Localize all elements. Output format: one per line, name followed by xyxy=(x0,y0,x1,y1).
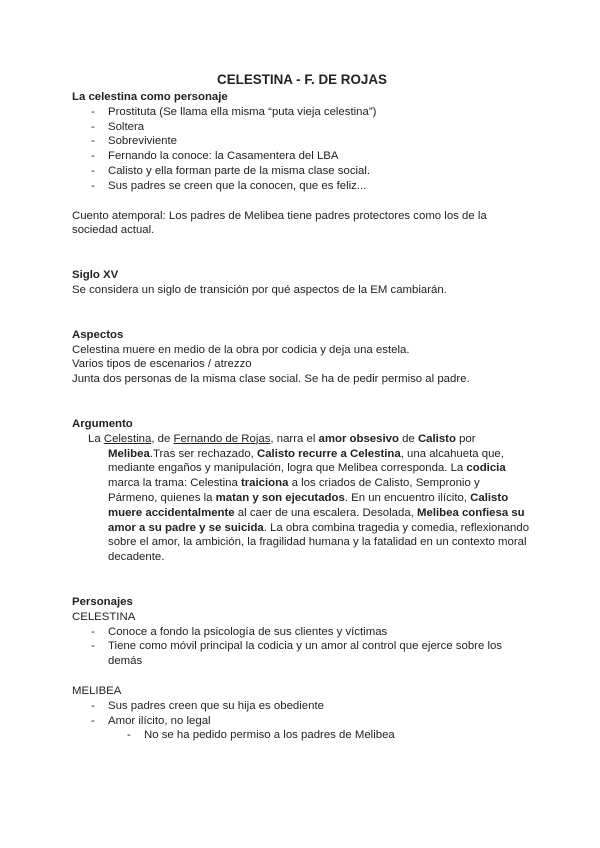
section-heading-argumento: Argumento xyxy=(72,417,133,430)
section-heading-personajes: Personajes xyxy=(72,595,133,608)
aspectos-line: Varios tipos de escenarios / atrezzo xyxy=(72,358,252,371)
section-heading-aspectos: Aspectos xyxy=(72,328,124,341)
paragraph-siglo: Se considera un siglo de transición por qué aspectos de la EM cambiarán. xyxy=(72,283,447,296)
aspectos-line: Junta dos personas de la misma clase social. Se ha de pedir permiso al padre. xyxy=(72,373,470,386)
list-item: - Sus padres creen que su hija es obediente xyxy=(108,699,532,714)
paragraph-atemporal: Cuento atemporal: Los padres de Melibea tiene padres protectores como los de la sociedad actual. xyxy=(72,209,487,237)
list-item: - Calisto y ella forman parte de la misma clase social. xyxy=(108,164,532,179)
aspectos-line: Celestina muere en medio de la obra por codicia y deja una estela. xyxy=(72,343,410,356)
celestina-list xyxy=(72,625,532,669)
list-item: - Conoce a fondo la psicología de sus clientes y víctimas xyxy=(108,625,532,640)
list-item: - Soltera xyxy=(108,120,532,135)
section-heading-personaje: La celestina como personaje xyxy=(72,91,228,103)
list-item: - No se ha pedido permiso a los padres de Melibea xyxy=(144,728,532,743)
section-heading-siglo: Siglo XV xyxy=(72,269,119,282)
melibea-sublist xyxy=(108,728,532,743)
author-link[interactable]: Fernando de Rojas xyxy=(173,432,271,445)
argumento-body: Melibea.Tras ser rechazado, Calisto recurre a Celestina, una alcahueta que, mediante engaños y manipulación, logra que Melibea corresponda. La codicia marca la trama: Celestina traiciona a los criados de Calisto, Sempronio y Pármeno, quienes la matan y son ejecutados. En un encuentro ilícito, Calisto muere accidentalmente al caer de una escalera. Desolada, Melibea confiesa su amor a su padre y se suicida. La obra combina tragedia y comedia, reflexionando sobre el amor, la ambición, la fragilidad humana y la fatalidad en un contexto moral decadente. xyxy=(108,447,530,564)
document-title: CELESTINA - F. DE ROJAS xyxy=(217,72,387,87)
argumento-first-line: La Celestina, de Fernando de Rojas, narra el amor obsesivo de Calisto por xyxy=(88,432,476,445)
list-item: - Prostituta (Se llama ella misma “puta vieja celestina”) xyxy=(108,105,532,120)
work-title-link[interactable]: Celestina xyxy=(103,432,152,445)
personaje-list xyxy=(72,105,532,194)
character-name-celestina: CELESTINA xyxy=(72,610,136,623)
list-item: - Tiene como móvil principal la codicia y un amor al control que ejerce sobre los demás xyxy=(108,639,532,669)
character-name-melibea: MELIBEA xyxy=(72,684,122,697)
document-page xyxy=(72,72,532,743)
list-item: - Sus padres se creen que la conocen, que es feliz... xyxy=(108,179,532,194)
list-item: - Amor ilícito, no legal - No se ha pedido permiso a los padres de Melibea xyxy=(108,714,532,744)
list-item: - Fernando la conoce: la Casamentera del LBA xyxy=(108,149,532,164)
melibea-list xyxy=(72,699,532,743)
list-item: - Sobreviviente xyxy=(108,134,532,149)
